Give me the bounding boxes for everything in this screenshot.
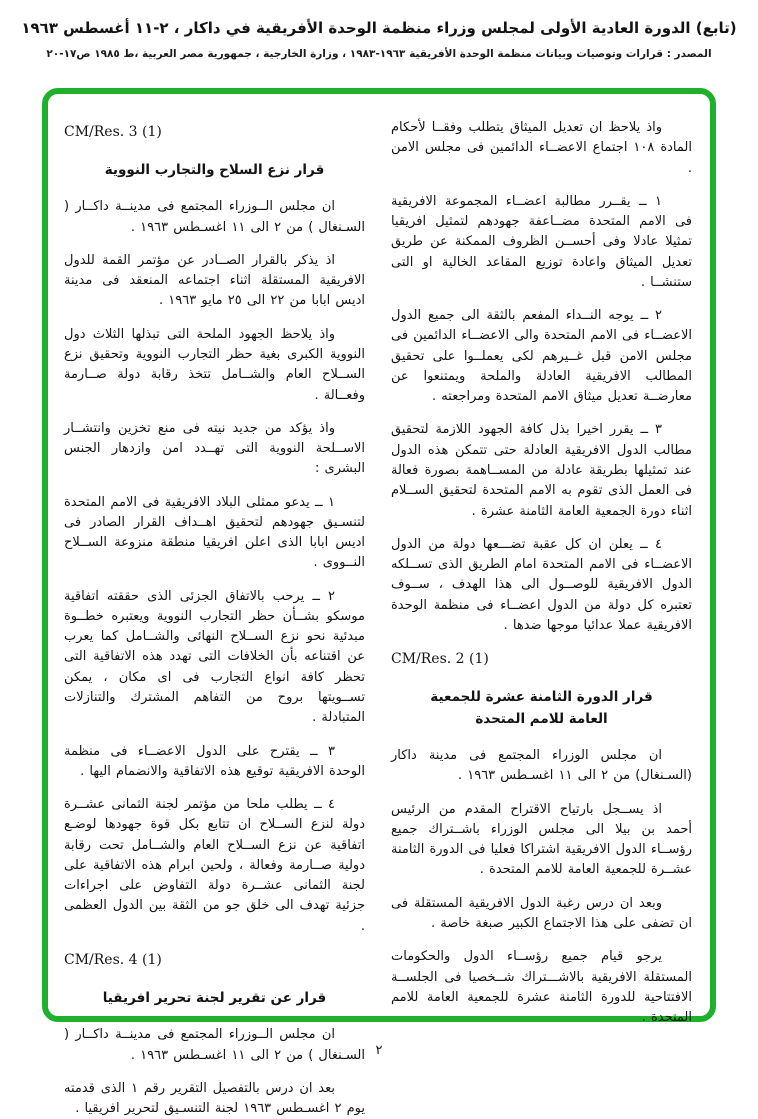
left-column (64, 118, 365, 1117)
paragraph: واذ يؤكد من جديد نيته فى منع تخزين وانتشــار الاســلحة النووية التى تهــدد امن وازدهار الجنس البشرى : (64, 420, 365, 477)
document-title: (تابع) الدورة العادية الأولى لمجلس وزراء منظمة الوحدة الأفريقية في داكار ، ٢-١١ أغسطس ١٩٦٣ (21, 19, 737, 37)
page-number: ٢ (375, 1043, 383, 1058)
resolution-heading: قرار نزع السلاح والتجارب النووية (104, 161, 325, 178)
paragraph: واذ يلاحظ الجهود الملحة التى تبذلها الثلاث دول النووية الكبرى بغية حظر التجارب النووية وتحقيق نزع الســلاح العام والشــامل تتخذ رقابة دولة صــارمة وفعــالة . (64, 326, 365, 403)
resolution-heading: قرار الدورة الثامنة عشرة للجمعية العامة للامم المتحدة (430, 688, 653, 727)
page-header (0, 18, 758, 60)
right-column (391, 118, 692, 1026)
paragraph: ان مجلس الــوزراء المجتمع فى مدينــة داكــار ( السـنغال ) من ٢ الى ١١ اغسـطس ١٩٦٣ . (64, 1027, 365, 1063)
paragraph: اذ يذكر بالقرار الصــادر عن مؤتمر القمة للدول الافريقية المستقلة اثناء اجتماعه المنعقد فى مدينة اديس ابابا من ٢٢ الى ٢٥ مايو ١٩٦٣ . (64, 252, 365, 309)
paragraph: اذ يســجل بارتياح الاقتراح المقدم من الرئيس أحمد بن بيلا الى مجلس الوزراء باشــتراك جميع رؤســاء الدول الافريقية اشتراكا فعليا فى الدورة الثامنة عشــرة للجمعية العامة للامم المتحدة . (391, 801, 692, 878)
resolution-ref: CM/Res. 2 (1) (391, 651, 489, 668)
paragraph: ١ ــ يدعو ممثلى البلاد الافريقية فى الامم المتحدة لتنسـيق جهودهم لتحقيق اهــداف القرار الصادر فى اديس ابابا الذى اعلن افريقيا منطقة منزوعة الســلاح النــووى . (64, 494, 365, 571)
paragraph: ٢ ــ يوجه النــداء المفعم بالثقة الى جميع الدول الاعضــاء فى الامم المتحدة والى الاعضــاء الدائمين فى مجلس الامن قبل غــيرهم لكى يعملــوا على تحقيق المطالب الافريقية العادلة والملحة ويمتنعوا عن معارضــة تعديل ميثاق الامم المتحدة ومراجعته . (391, 308, 692, 405)
paragraph: ٣ ــ يقترح على الدول الاعضــاء فى منظمة الوحدة الافريقية توقيع هذه الاتفاقية والانضمام اليها . (64, 743, 365, 779)
paragraph: واذ يلاحظ ان تعديل الميثاق يتطلب وفقــا لأحكام المادة ١٠٨ اجتماع الاعضــاء الدائمين فى مجلس الامن . (391, 120, 692, 176)
source-citation: المصدر : قرارات وتوصيات وبيانات منظمة الوحدة الأفريقية ١٩٦٣-١٩٨٣ ، وزارة الخارجية ، جمهورية مصر العربية ،ط ١٩٨٥ ص١٧-٢٠ (46, 48, 712, 60)
paragraph: ٣ ــ يقرر اخيرا بذل كافة الجهود اللازمة لتحقيق مطالب الدول الافريقية العادلة حتى تتمكن هذه الدول عند تمثيلها بطريقة عادلة من المســاهمة بصورة فعالة فى العمل الذى تقوم به الامم المتحدة لتحقيق الســلام اثناء دورة الجمعية العامة الثامنة عشرة . (391, 422, 692, 519)
paragraph: وبعد ان درس رغبة الدول الافريقية المستقلة فى ان تضفى على هذا الاجتماع الكبير صبغة خاصة . (391, 895, 692, 931)
paragraph: ان مجلس الــوزراء المجتمع فى مدينــة داكــار ( السـنغال ) من ٢ الى ١١ اغسـطس ١٩٦٣ . (64, 199, 365, 235)
paragraph: ٢ ــ يرحب بالاتفاق الجزئى الذى حققته اتفاقية موسكو بشــأن حظر التجارب النووية ويعتبره خطــوة مبدئية نحو نزع الســلاح النهائى والشــامل كما يعرب عن اقتناعه بأن الخلافات التى تهدد هذه الاتفاقية التى تحظر كافة انواع التجارب فى اى مكان ، يمكن تســويتها بروح من التفاهم المشترك والتنازلات المتبادلة . (64, 588, 365, 726)
paragraph: ١ ــ يقــرر مطالبة اعضــاء المجموعة الافريقية فى الامم المتحدة مضــاعفة جهودهم لتمثيل افريقيا تمثيلا عادلا وفى أحســن الظروف الممكنة عن طريق تعديل الميثاق واعادة توزيع المقاعد الخالية او التى ستنشــا . (391, 193, 692, 290)
resolution-heading: قرار عن تقرير لجنة تحرير افريقيا (102, 989, 327, 1006)
paragraph: ان مجلس الوزراء المجتمع فى مدينة داكار (السـنغال) من ٢ الى ١١ اغسـطس ١٩٦٣ . (391, 748, 692, 784)
paragraph: يرجو قيام جميع رؤســاء الدول والحكومات المستقلة الافريقية بالاشـــتراك شــخصيا فى الجلســة الافتتاحية للدورة الثامنة عشرة للجمعية العامة للامم المتحدة . (391, 949, 692, 1026)
document-frame (42, 88, 716, 1117)
two-column-layout (64, 118, 692, 1117)
paragraph: ٤ ــ يطلب ملحا من مؤتمر لجنة الثمانى عشــرة دولة لنزع الســلاح ان تتابع بكل قوة جهودها لوضـع اتفاقية عن نزع الســلاح العام والشــامل تحت رقابة دولية صــارمة وفعالة ، ولحين ابرام هذه الاتفاقية على لجنة الثمانى عشــرة دولة التفاوض على اجراءات جزئية تهدف الى خلق جو من الثقة بين الدول العظمى . (64, 797, 365, 934)
paragraph: ٤ ــ يعلن ان كل عقبة تضـــعها دولة من الدول الاعضــاء فى الامم المتحدة امام الطريق الذى تســلكه الدول الافريقية للوصــول الى هذا الهدف ، ســوف تعتبره كل دولة من الدول اعضــاء فى منظمة الوحدة الافريقية عملا عدائيا موجها ضدها . (391, 536, 692, 633)
paragraph: بعد ان درس بالتفصيل التقرير رقم ١ الذى قدمته يوم ٢ اغسـطس ١٩٦٣ لجنة التنسـيق لتحرير افريقيا . (64, 1080, 365, 1117)
resolution-ref: CM/Res. 4 (1) (64, 951, 162, 968)
resolution-ref: CM/Res. 3 (1) (64, 124, 162, 140)
